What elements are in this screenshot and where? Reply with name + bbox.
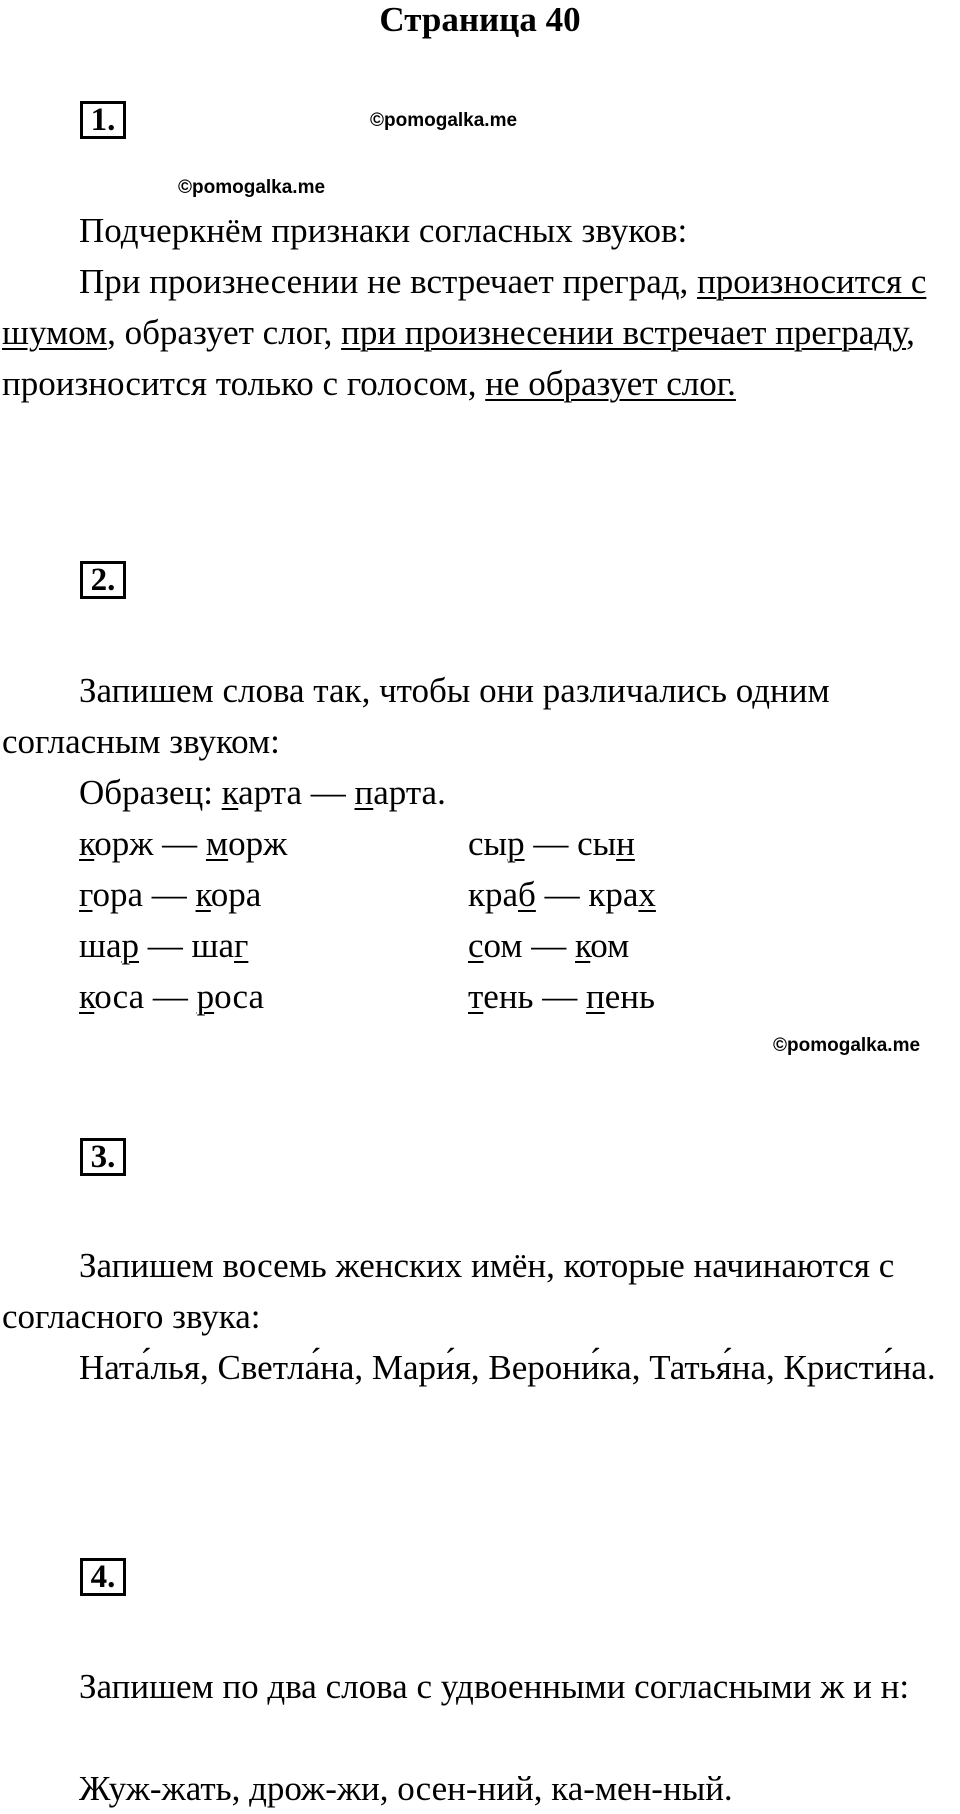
underlined-letter: р (196, 977, 215, 1016)
underlined-letter: б (518, 875, 536, 914)
sample-label: Образец: (79, 773, 222, 812)
watermark: ©pomogalka.me (370, 110, 518, 131)
underlined-letter: с (468, 926, 484, 965)
underlined-letter: р (121, 926, 139, 965)
task-2-number: 2. (80, 561, 126, 599)
underlined-feature: при произнесении встречает преграду (341, 313, 907, 352)
underlined-letter: п (586, 977, 605, 1016)
underlined-feature: произносится с шумом (2, 262, 927, 352)
underlined-letter: п (354, 773, 374, 812)
watermark: ©pomogalka.me (773, 1035, 921, 1056)
answer-text: , образует слог, (107, 313, 342, 352)
task-1-intro: Подчеркнём признаки согласных звуков: (79, 211, 688, 250)
task-4-words: Жуж-жать, дрож-жи, осен-ний, ка-мен-ный. (79, 1769, 733, 1808)
answer-text: При произнесении не встречает преград, (79, 262, 698, 301)
task-3-names: Ната́лья, Светла́на, Мари́я, Верони́ка, Татья́на, Кристи́на. (79, 1348, 936, 1387)
task-3-intro: Запишем восемь женских имён, которые начинаются с согласного звука: (2, 1246, 895, 1336)
word-pair: гора — кора (79, 875, 262, 914)
task-1-number: 1. (80, 101, 126, 139)
word-pair: шар — шаг (79, 926, 249, 965)
underlined-letter: т (468, 977, 484, 1016)
task-3-number: 3. (80, 1138, 126, 1176)
underlined-letter: м (205, 824, 229, 863)
underlined-letter: к (79, 824, 95, 863)
task-1-answer (2, 256, 957, 409)
underlined-letter: н (616, 824, 635, 863)
answer-text: , произносится только с голосом, (2, 313, 915, 403)
underlined-letter: г (79, 875, 93, 914)
watermark: ©pomogalka.me (178, 177, 326, 198)
word-pair: корж — морж (79, 824, 288, 863)
word-pair: краб — крах (468, 875, 656, 914)
word-part: арта (238, 773, 303, 812)
word-pair: сом — ком (468, 926, 630, 965)
underlined-letter: к (79, 977, 95, 1016)
dash: — (302, 773, 355, 812)
word-pair: сыр — сын (468, 824, 635, 863)
underlined-letter: р (507, 824, 525, 863)
word-pair: коса — роса (79, 977, 264, 1016)
task-2-intro: Запишем слова так, чтобы они различались одним согласным звуком: (2, 671, 830, 761)
underlined-letter: к (221, 773, 239, 812)
word-part: арта. (373, 773, 446, 812)
task-4-intro: Запишем по два слова с удвоенными согласными ж и н: (79, 1667, 910, 1706)
underlined-letter: к (195, 875, 211, 914)
underlined-letter: к (575, 926, 591, 965)
task-2-sample (79, 767, 446, 818)
underlined-letter: х (638, 875, 656, 914)
word-pair: тень — пень (468, 977, 655, 1016)
underlined-letter: г (234, 926, 249, 965)
task-4-number: 4. (80, 1558, 126, 1596)
underlined-feature: не образует слог. (485, 364, 736, 403)
page-title: Страница 40 (379, 0, 581, 39)
